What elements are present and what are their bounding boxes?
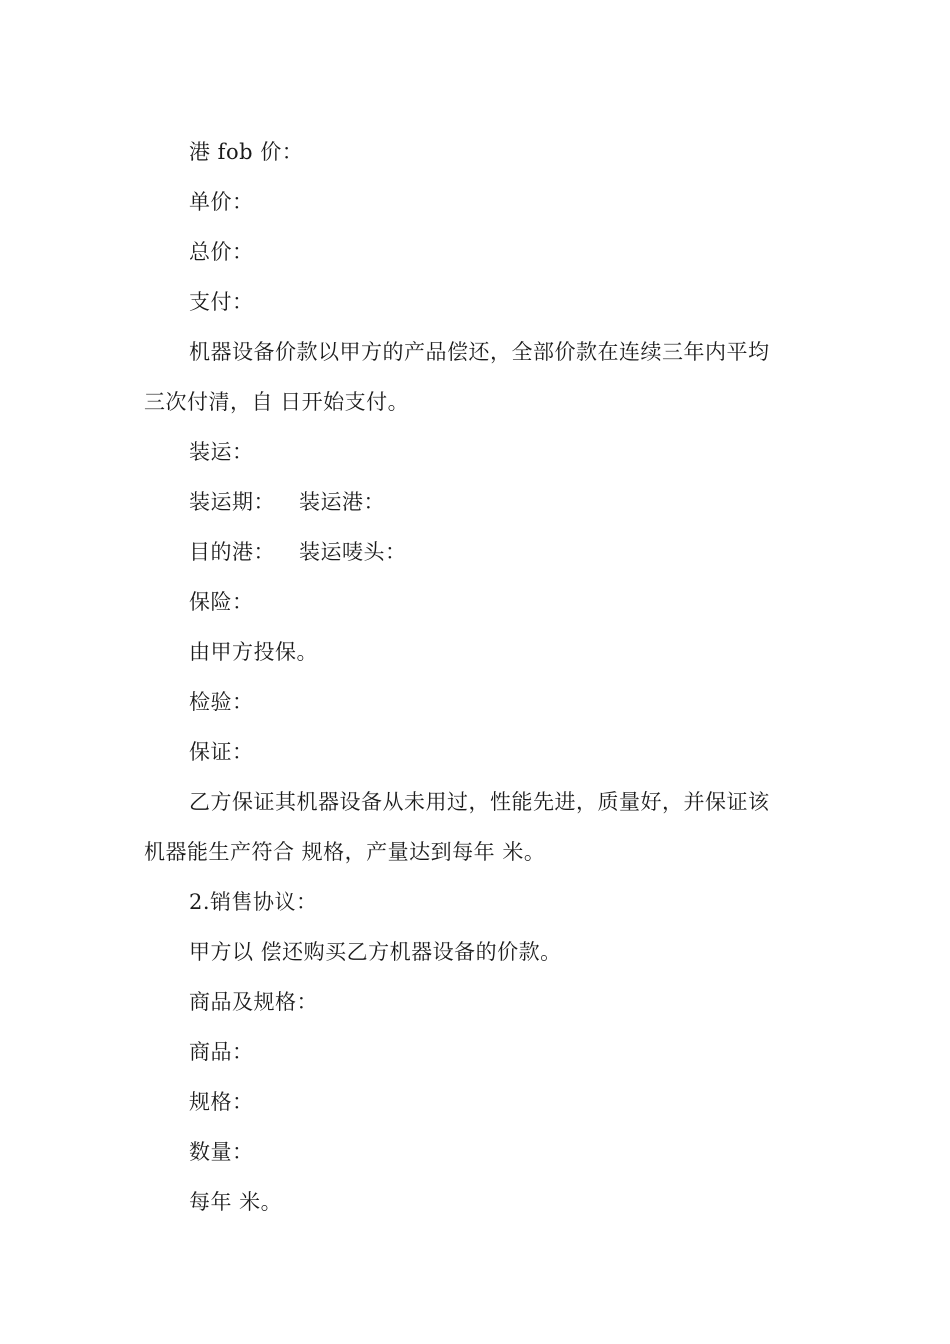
text-segment: 装运唛头： (299, 540, 407, 564)
text-line: 规格： (189, 1090, 254, 1114)
text-line: 由甲方投保。 (189, 640, 318, 664)
text-line: 总价： (189, 240, 254, 264)
text-line: 商品及规格： (189, 990, 318, 1014)
text-line: 港 fob 价： (189, 140, 304, 164)
text-line: 支付： (189, 290, 254, 314)
text-line: 装运： (189, 440, 254, 464)
text-line: 保证： (189, 740, 254, 764)
text-segment: 装运港： (299, 490, 385, 514)
text-segment: 目的港： (189, 540, 275, 564)
document-body (144, 127, 808, 1227)
text-line: 单价： (189, 190, 254, 214)
text-line-pair (144, 477, 808, 527)
text-line-pair (144, 527, 808, 577)
text-line: 乙方保证其机器设备从未用过，性能先进，质量好，并保证该 (189, 790, 770, 814)
text-line: 保险： (189, 590, 254, 614)
text-line: 机器能生产符合 规格，产量达到每年 米。 (144, 840, 546, 864)
text-line: 三次付清，自 日开始支付。 (144, 390, 410, 414)
text-line: 检验： (189, 690, 254, 714)
text-line: 机器设备价款以甲方的产品偿还，全部价款在连续三年内平均 (189, 340, 770, 364)
text-line: 甲方以 偿还购买乙方机器设备的价款。 (189, 940, 562, 964)
text-segment: 装运期： (189, 490, 275, 514)
text-line: 2.销售协议： (189, 890, 318, 914)
text-line: 商品： (189, 1040, 254, 1064)
text-line: 数量： (189, 1140, 254, 1164)
text-line: 每年 米。 (189, 1190, 283, 1214)
